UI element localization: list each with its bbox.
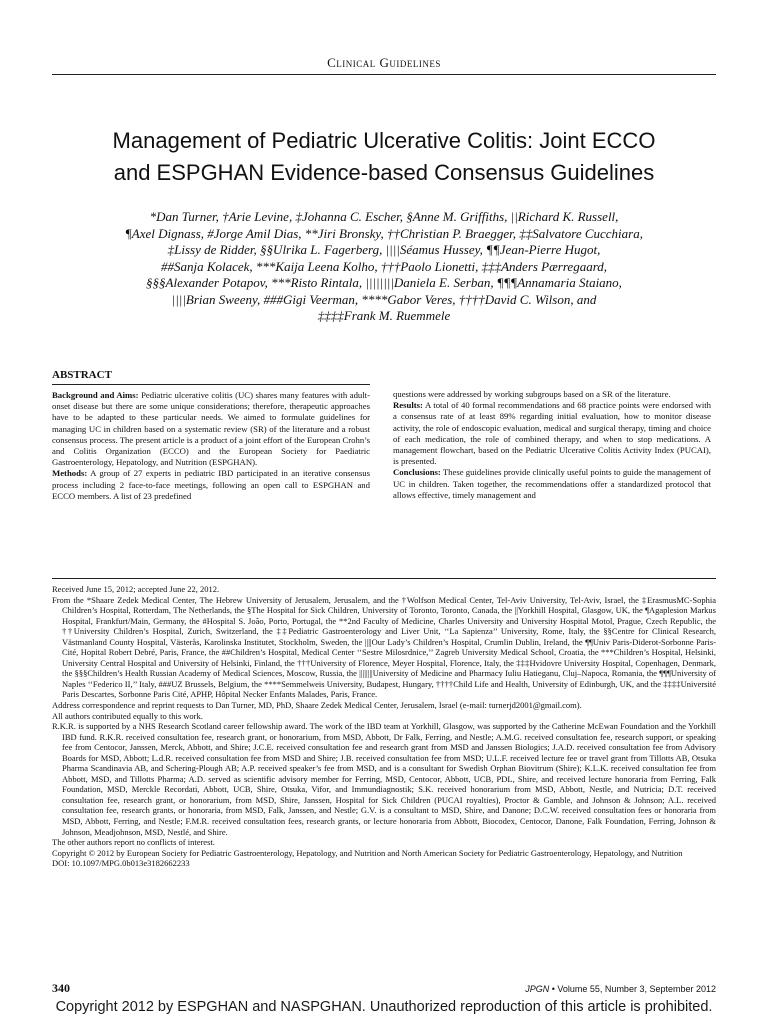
header-rule: [52, 74, 716, 75]
author-line: ##Sanja Kolacek, ***Kaija Leena Kolho, †††Paolo Lionetti, ‡‡‡Anders Pærregaard,: [160, 258, 608, 274]
background-label: Background and Aims:: [52, 390, 139, 400]
section-label: Clinical Guidelines: [327, 55, 441, 70]
copyright-notice: Copyright © 2012 by European Society for Pediatric Gastroenterology, Hepatology, and Nutrition and North American Society for Pediatric Gastroenterology, Hepatology, and Nutrition: [52, 847, 683, 858]
front-matter-rule: [52, 578, 716, 579]
author-list: [40, 209, 728, 325]
disclosures: R.K.R. is supported by a NHS Research Scotland career fellowship award. The work of the IBD team at Yorkhill, Glasgow, was supported by the Catherine McEwan Foundation and the Yorkhill IBD fund. R.K.R. received consultation fee, research grant, or honorarium, from MSD, Abbott, Dr Falk, Ferring, and Nestle; A.M.G. received consultation fee, research support, or speaking fee from Centocor, Janssen, Merck, Abbott, and Shire; J.C.E. received consultation fee and research grant from MSD and Janssen Biologics; J.A.D. received consultation fee from Advisory Boards for MSD, Abbott; L.d.R. received consultation fee from MSD and Shire; J.B. received consultation fee from MSD; U.L.F. received lecture fee or travel grant from Tillotts AB, Otsuka Pharma Scandinavia AB, and Schering-Plough AB; A.P. received speaker’s fee from MSD, and is a consultant for Swedish Orphan Biovitrum (Shire); K.L.K. received consultation fee from Abbott, MSD, and Tillotts Pharma; A.D. served as scientific advisory member for Ferring, MSD, Centocor, Abbott, UCB, PDL, Shire, and received lecture honoraria from Ferring, Falk Foundation, MSD, Merckle Recordati, Abbott, UCB, Shire, Otsuka, Vifor, and Immundiagnostik; S.K. received honorarium from MSD, Abbott, Nestle, and Nutricia; D.T. received consultation fee, research grant, or honorarium, from MSD, Shire, Janssen, Hospital for Sick Children (PUCAI royalties), Proctor & Gamble, and Johnson & Johnson; A.L. received consultation fee, research grants, or honoraria, from MSD, Falk, Janssen, and Nestle; G.V. is a consultant to MSD, Shire, and Danone; D.C.W. received consultation fees or honoraria from MSD, Abbott, Ferring, and Nestle; F.M.R. received consultation fees, research grants, or lecture honoraria from Abbott, Biocodex, Centocor, Danone, Falk Foundation, Ferring, Johnson & Johnson, Meadjohnson, MSD, Nestlé, and Shire.: [52, 721, 716, 837]
abstract-rule: [52, 384, 370, 385]
doi: DOI: 10.1097/MPG.0b013e3182662233: [52, 858, 190, 869]
abstract-results: [393, 400, 711, 467]
methods-continued: questions were addressed by working subgroups based on a SR of the literature.: [393, 389, 671, 399]
journal-name: JPGN: [525, 984, 550, 994]
results-label: Results:: [393, 400, 423, 411]
issue-info: • Volume 55, Number 3, September 2012: [549, 984, 716, 994]
received-dates: Received June 15, 2012; accepted June 22, 2012.: [52, 584, 220, 594]
journal-footer: [525, 984, 716, 994]
front-matter: [52, 584, 716, 869]
article-title: [40, 125, 728, 189]
author-line: *Dan Turner, †Arie Levine, ‡Johanna C. Escher, §Anne M. Griffiths, ||Richard K. Russell,: [149, 209, 619, 224]
abstract-methods: [52, 468, 370, 502]
correspondence: Address correspondence and reprint requests to Dan Turner, MD, PhD, Shaare Zedek Medical Center, Jerusalem, Israel (e-mail: turnerjd2001@gmail.com).: [52, 700, 582, 711]
methods-label: Methods:: [52, 468, 88, 479]
abstract-conclusions: [393, 467, 711, 501]
no-conflicts: The other authors report no conflicts of interest.: [52, 837, 215, 848]
title-line-2: and ESPGHAN Evidence-based Consensus Guidelines: [113, 160, 655, 185]
abstract-right-column: [393, 389, 711, 501]
methods-text: A group of 27 experts in pediatric IBD participated in an iterative consensus process including 2 face-to-face meetings, following an open call to ESPGHAN and ECCO members. A list of 23 predefined: [52, 468, 370, 501]
author-line: ¶Axel Dignass, #Jorge Amil Dias, **Jiri Bronsky, ††Christian P. Braegger, ‡‡Salvatore Cucchiara,: [125, 225, 643, 241]
author-line: ||||Brian Sweeny, ###Gigi Veerman, ****Gabor Veres, ††††David C. Wilson, and: [171, 291, 597, 307]
title-line-1: Management of Pediatric Ulcerative Colitis: Joint ECCO: [112, 128, 656, 153]
abstract-background: [52, 390, 370, 468]
author-line: ‡Lissy de Ridder, §§Ulrika L. Fagerberg, ||||Séamus Hussey, ¶¶Jean-Pierre Hugot,: [167, 242, 601, 257]
equal-contribution: All authors contributed equally to this work.: [52, 710, 203, 721]
conclusions-label: Conclusions:: [393, 467, 441, 478]
copyright-banner: Copyright 2012 by ESPGHAN and NASPGHAN. Unauthorized reproduction of this article is prohibited.: [55, 999, 713, 1015]
affiliations: From the *Shaare Zedek Medical Center, The Hebrew University of Jerusalem, Jerusalem, and the †Wolfson Medical Center, Tel-Aviv University, Tel-Aviv, Israel, the ‡ErasmusMC-Sophia Children’s Hospital, Rotterdam, The Netherlands, the §The Hospital for Sick Children, University of Toronto, Toronto, Canada, the ||Yorkhill Hospital, Glasgow, UK, the ¶Agaplesion Markus Hospital, Frankfurt/Main, Germany, the #Hospital S. João, Porto, Portugal, the **2nd Faculty of Medicine, Charles University and University Hospital Motol, Prague, Czech Republic, the ††University Children’s Hospital, Zurich, Switzerland, the ‡‡Pediatric Gastroenterology and Liver Unit, ‘‘La Sapienza’’ University, Rome, Italy, the §§Centre for Clinical Research, Västmanland County Hospital, Västerås, Karolinska Institutet, Stockholm, Sweden, the ||||Our Lady’s Children’s Hospital, Crumlin Dublin, Ireland, the ¶¶Univ Paris-Diderot-Sorbonne Paris-Cité, Hopital Robert Debré, Paris, France, the ##Children’s Hospital, Medical Center ‘‘Sestre Milosrdnice,’’ Zagreb University Medical School, Croatia, the ***Children’s Hospital, Helsinki, University Central Hospital and University of Helsinki, Finland, the †††University of Florence, Meyer Hospital, Florence, Italy, the ‡‡‡Hvidovre University Hospital, Copenhagen, Denmark, the §§§Children’s Health Russian Academy of Medical Sciences, Moscow, Russia, the ||||||||University of Medicine and Pharmacy Iuliu Hatieganu, Cluj–Napoca, Romania, the ¶¶¶University of Naples ‘‘Federico II,’’ Italy, ###UZ Brussels, Belgium, the ****Semmelweis University, Budapest, Hungary, ††††Child Life and Health, University of Edinburgh, UK, and the ‡‡‡‡Université Paris Descartes, Sorbonne Paris Cité, APHP, Hôpital Necker Enfants Malades, Paris, France.: [52, 594, 716, 700]
background-text: Pediatric ulcerative colitis (UC) shares many features with adult-onset disease but there are some unique considerations; therefore, therapeutic approaches have to be adapted to these particular needs. We aimed to formulate guidelines for managing UC in children based on a systematic review (SR) of the literature and a robust consensus process. The present article is a product of a joint effort of the European Crohn’s and Colitis Organization (ECCO) and the European Society for Paediatric Gastroenterology, Hepatology, and Nutrition (ESPGHAN).: [52, 390, 370, 468]
author-line: ‡‡‡‡Frank M. Ruemmele: [317, 308, 451, 323]
results-text: A total of 40 formal recommendations and 68 practice points were endorsed with a consensus rate of at least 89% regarding initial evaluation, how to monitor disease activity, the role of endoscopic evaluation, medical and surgical therapy, timing and choice of each medication, the role of combined therapy, and when to stop medications. A management flowchart, based on the Pediatric Ulcerative Colitis Activity Index (PUCAI), is presented.: [393, 400, 711, 467]
conclusions-text: These guidelines provide clinically useful points to guide the management of UC in children. Taken together, the recommendations offer a standardized protocol that allows effective, timely management and: [393, 467, 711, 500]
page-number: 340: [52, 981, 70, 995]
author-line: §§§Alexander Potapov, ***Risto Rintala, ||||||||Daniela E. Serban, ¶¶¶Annamaria Staiano,: [146, 275, 622, 290]
abstract-left-column: [52, 390, 370, 502]
abstract-heading: ABSTRACT: [52, 369, 112, 381]
